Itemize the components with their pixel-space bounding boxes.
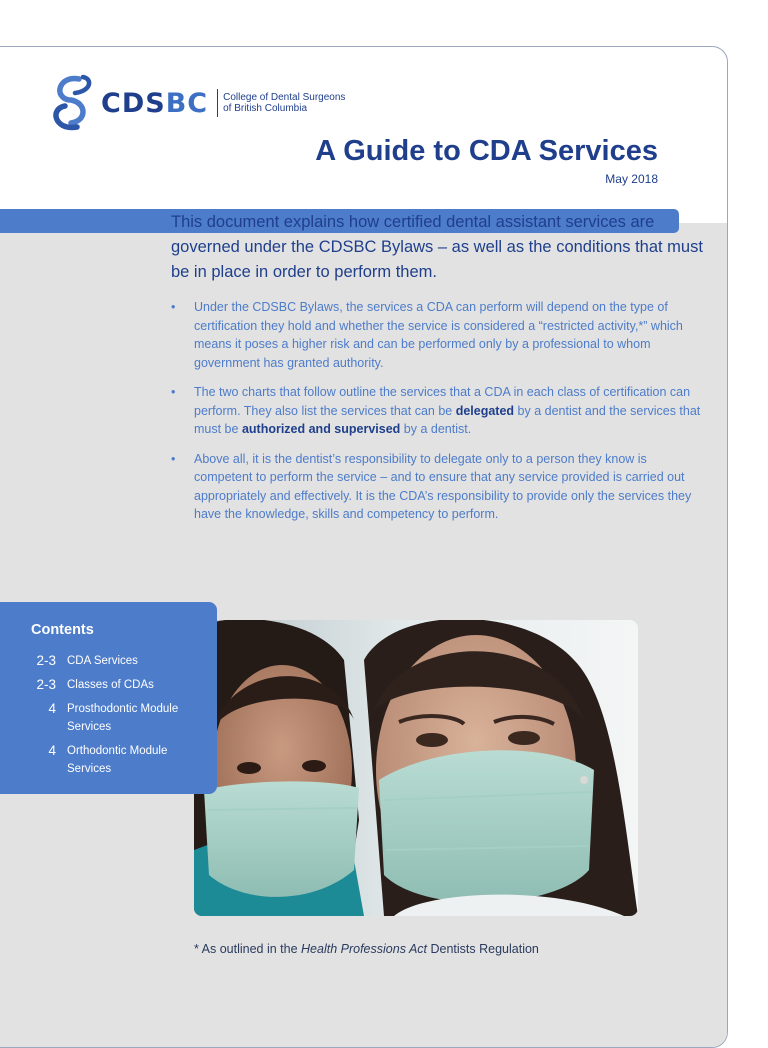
bullet-text: by a dentist. [400, 422, 472, 436]
bullet-item [171, 450, 701, 524]
toc-label: Orthodontic Module Services [67, 745, 168, 775]
cdsbc-logo [49, 73, 345, 133]
bullet-item [171, 383, 701, 439]
toc-label: Prosthodontic Module Services [67, 703, 179, 733]
bullet-dot-icon: • [171, 451, 176, 466]
bullet-text: The two charts that follow outline the services that a CDA in each class of certification can perform. They also list the services that can be [194, 385, 691, 418]
footnote-act-name: Health Professions Act [301, 942, 428, 956]
bullet-item [171, 298, 701, 372]
toc-page-range: 2-3 [36, 677, 56, 692]
bullet-text: by a dentist and the services that must be [194, 403, 701, 436]
dental-assistants-photo [194, 620, 638, 916]
footnote-suffix: Dentists Regulation [427, 942, 539, 956]
toc-page-range: 4 [48, 701, 56, 716]
page-title: A Guide to CDA Services [315, 135, 658, 167]
toc-label: CDA Services [67, 655, 138, 667]
footnote-prefix: * As outlined in the [194, 942, 302, 956]
toc-label: Classes of CDAs [67, 679, 154, 691]
bullet-list [171, 298, 701, 535]
cdsbc-swirl-logo-icon [49, 73, 95, 133]
toc-page-range: 2-3 [36, 653, 56, 668]
org-line-1: College of Dental Surgeons [223, 92, 346, 103]
contents-heading: Contents [31, 622, 94, 638]
publication-date: May 2018 [605, 172, 658, 186]
bullet-text: Under the CDSBC Bylaws, the services a CDA can perform will depend on the type of certification they hold and whether the service is considered a “restricted activity,*” which means it poses a higher risk and can be performed only by a professional to whom government has granted authority. [194, 300, 683, 370]
bullet-dot-icon: • [171, 300, 176, 314]
wordmark-part1: CDS [101, 87, 166, 119]
org-line-2: of British Columbia [223, 103, 308, 114]
logo-divider [217, 89, 218, 117]
bullet-bold-term: delegated [455, 403, 515, 418]
masked-assistants-illustration [194, 620, 638, 916]
intro-paragraph: This document explains how certified dental assistant services are governed under the CDSBC Bylaws – as well as the conditions that must be in place in order to perform them. [171, 213, 703, 281]
toc-item-cda-services[interactable] [28, 652, 199, 670]
toc-item-classes-of-cdas[interactable] [28, 676, 199, 694]
bullet-dot-icon: • [171, 385, 176, 399]
logo-wordmark [101, 88, 208, 119]
bullet-text: Above all, it is the dentist’s responsibility to delegate only to a person they know is competent to perform the service – and to ensure that any service provided is carried out appropriately and effectively. It is the CDA’s responsibility to provide only the services they have the knowledge, skills and competency to perform. [194, 451, 692, 521]
bullet-bold-term: authorized and supervised [241, 422, 401, 436]
footnote [194, 942, 539, 956]
toc-page-range: 4 [48, 743, 56, 758]
toc-item-orthodontic-module[interactable] [28, 742, 199, 778]
wordmark-part2: BC [165, 87, 209, 119]
toc-item-prosthodontic-module[interactable] [28, 700, 199, 736]
logo-org-name [223, 92, 345, 114]
contents-box [0, 602, 217, 794]
